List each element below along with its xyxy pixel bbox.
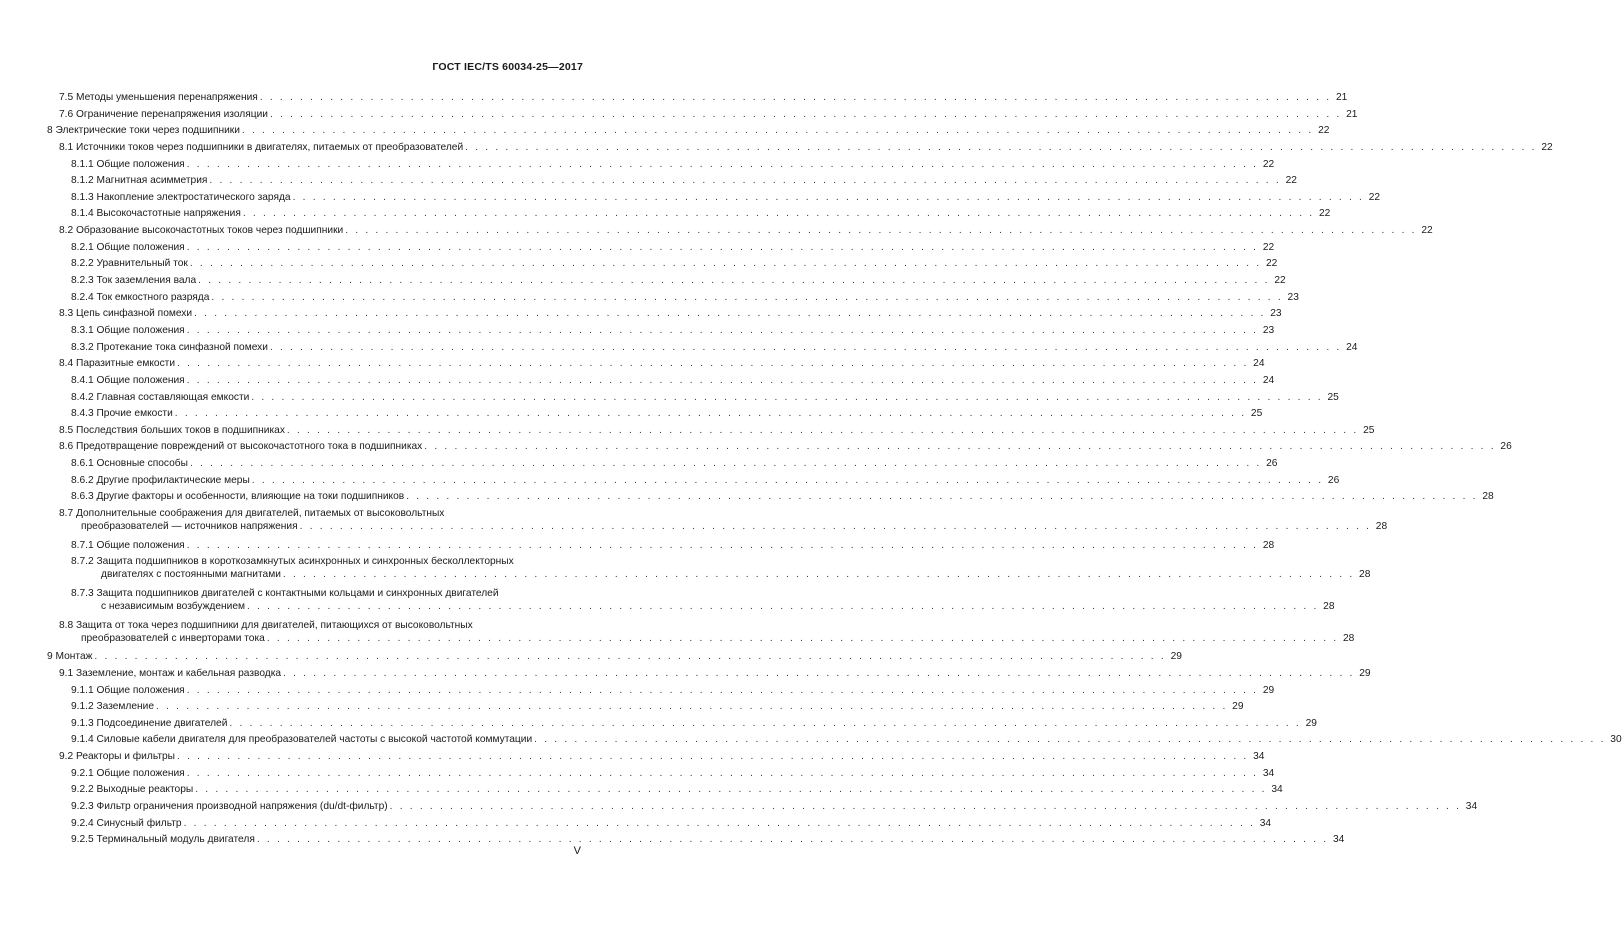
toc-entry-title: 8.8 Защита от тока через подшипники для двигателей, питающихся от высоковольтных bbox=[59, 619, 473, 631]
toc-entry[interactable] bbox=[47, 587, 1335, 615]
toc-entry-title: 9.2.5 Терминальный модуль двигателя bbox=[71, 834, 255, 846]
dot-leader: . . . . . . . . . . . . . . . . . . . . . . . . . . . . . . . . . . . . . . . . . . . . . . . . . . . . . . . . . . . . . . . . . . . . . . . . . . . . . . . . . . . . . . . . . . . . . . . . . . . . . . . . . . . bbox=[186, 324, 1259, 336]
toc-entry-title: 8.7.1 Общие положения bbox=[71, 539, 185, 551]
toc-page-number: 28 bbox=[1262, 539, 1275, 551]
toc-entry-title: 8.2.3 Ток заземления вала bbox=[71, 275, 197, 287]
toc-entry-title: 8.2.1 Общие положения bbox=[71, 241, 185, 253]
toc-page-number: 25 bbox=[1363, 424, 1375, 436]
toc-entry[interactable] bbox=[47, 490, 1494, 503]
toc-entry-title: 8.1.1 Общие положения bbox=[71, 158, 185, 170]
toc-page-number: 29 bbox=[1232, 701, 1244, 713]
dot-leader: . . . . . . . . . . . . . . . . . . . . . . . . . . . . . . . . . . . . . . . . . . . . . . . . . . . . . . . . . . . . . . . . . . . . . . . . . . . . . . . . . . . . . . . . . . . . . . . . . . . . . . . . . . . bbox=[229, 717, 1301, 729]
toc-page-number: 25 bbox=[1250, 408, 1263, 420]
toc-entry-title: 8.6.1 Основные способы bbox=[71, 458, 188, 470]
toc-entry[interactable] bbox=[47, 507, 1388, 535]
dot-leader: . . . . . . . . . . . . . . . . . . . . . . . . . . . . . . . . . . . . . . . . . . . . . . . . . . . . . . . . . . . . . . . . . . . . . . . . . . . . . . . . . . . . . . . . . . . . . . . . . . . . . . . . . . . bbox=[406, 491, 1478, 503]
toc-page-number: 23 bbox=[1262, 324, 1275, 336]
toc-entry[interactable] bbox=[47, 324, 1275, 337]
toc-entry[interactable] bbox=[47, 341, 1358, 354]
toc-page-number: 22 bbox=[1262, 158, 1275, 170]
toc-entry[interactable] bbox=[47, 274, 1286, 287]
toc-entry-title-continuation: двигателях с постоянными магнитами bbox=[101, 569, 281, 581]
dot-leader: . . . . . . . . . . . . . . . . . . . . . . . . . . . . . . . . . . . . . . . . . . . . . . . . . . . . . . . . . . . . . . . . . . . . . . . . . . . . . . . . . . . . . . . . . . . . . . . . . . . . . . . . . . . bbox=[183, 817, 1256, 829]
toc-entry[interactable] bbox=[47, 474, 1340, 487]
toc-entry[interactable] bbox=[47, 207, 1331, 220]
toc-entry-title: 8.2.4 Ток емкостного разряда bbox=[71, 291, 210, 303]
toc-entry-title: 8.1.4 Высокочастотные напряжения bbox=[71, 208, 241, 220]
toc-entry[interactable] bbox=[47, 667, 1371, 680]
toc-page-number: 34 bbox=[1262, 767, 1275, 779]
toc-entry[interactable] bbox=[47, 733, 1622, 746]
toc-entry-title-continuation: преобразователей — источников напряжения bbox=[81, 521, 298, 533]
toc-entry[interactable] bbox=[47, 717, 1317, 730]
toc-entry-title: 8.2 Образование высокочастотных токов через подшипники bbox=[59, 225, 344, 237]
toc-entry-title: 8.1 Источники токов через подшипники в двигателях, питаемых от преобразователей bbox=[59, 141, 464, 153]
dot-leader: . . . . . . . . . . . . . . . . . . . . . . . . . . . . . . . . . . . . . . . . . . . . . . . . . . . . . . . . . . . . . . . . . . . . . . . . . . . . . . . . . . . . . . . . . . . . . . . . . . . . . . . . . . . bbox=[198, 275, 1270, 287]
toc-entry-title: 8 Электрические токи через подшипники bbox=[47, 125, 240, 137]
toc-entry-title: 9.2.3 Фильтр ограничения производной напряжения (du/dt-фильтр) bbox=[71, 800, 388, 812]
dot-leader: . . . . . . . . . . . . . . . . . . . . . . . . . . . . . . . . . . . . . . . . . . . . . . . . . . . . . . . . . . . . . . . . . . . . . . . . . . . . . . . . . . . . . . . . . . . . . . . . . . . . . . . . . . . bbox=[283, 667, 1355, 679]
toc-page-number: 22 bbox=[1421, 225, 1433, 237]
toc-page-number: 28 bbox=[1342, 632, 1355, 644]
toc-page-number: 28 bbox=[1359, 569, 1371, 581]
toc-page-number: 24 bbox=[1346, 341, 1358, 353]
toc-page-number: 21 bbox=[1335, 92, 1348, 103]
dot-leader: . . . . . . . . . . . . . . . . . . . . . . . . . . . . . . . . . . . . . . . . . . . . . . . . . . . . . . . . . . . . . . . . . . . . . . . . . . . . . . . . . . . . . . . . . . . . . . . . . . . . . . . . . . . bbox=[176, 751, 1249, 763]
toc-page-number: 34 bbox=[1259, 817, 1272, 829]
toc-entry[interactable] bbox=[47, 141, 1553, 154]
toc-entry-title: 8.7 Дополнительные соображения для двигателей, питаемых от высоковольтных bbox=[59, 508, 445, 520]
toc-entry[interactable] bbox=[47, 817, 1272, 830]
toc-entry-title: 8.6.3 Другие факторы и особенности, влияющие на токи подшипников bbox=[71, 491, 405, 503]
dot-leader: . . . . . . . . . . . . . . . . . . . . . . . . . . . . . . . . . . . . . . . . . . . . . . . . . . . . . . . . . . . . . . . . . . . . . . . . . . . . . . . . . . . . . . . . . . . . . . . . . . . . . . . . . . . bbox=[211, 291, 1283, 303]
toc-entry[interactable] bbox=[47, 158, 1275, 171]
toc-entry-title: 8.6 Предотвращение повреждений от высокочастотного тока в подшипниках bbox=[59, 441, 423, 453]
toc-entry-title: 7.5 Методы уменьшения перенапряжения bbox=[59, 92, 258, 103]
toc-entry-title: 8.3.1 Общие положения bbox=[71, 324, 185, 336]
dot-leader: . . . . . . . . . . . . . . . . . . . . . . . . . . . . . . . . . . . . . . . . . . . . . . . . . . . . . . . . . . . . . . . . . . . . . . . . . . . . . . . . . . . . . . . . . . . . . . . . . . . . . . . . . . . bbox=[186, 374, 1259, 386]
toc-page-number: 22 bbox=[1274, 275, 1286, 287]
toc-entry[interactable] bbox=[47, 357, 1265, 370]
dot-leader: . . . . . . . . . . . . . . . . . . . . . . . . . . . . . . . . . . . . . . . . . . . . . . . . . . . . . . . . . . . . . . . . . . . . . . . . . . . . . . . . . . . . . . . . . . . . . . . . . . . . . . . . . . . bbox=[256, 834, 1329, 846]
dot-leader: . . . . . . . . . . . . . . . . . . . . . . . . . . . . . . . . . . . . . . . . . . . . . . . . . . . . . . . . . . . . . . . . . . . . . . . . . . . . . . . . . . . . . . . . . . . . . . . . . . . . . . . . . . . bbox=[424, 441, 1496, 453]
toc-entry[interactable] bbox=[47, 700, 1244, 713]
toc-entry-title: 8.4.3 Прочие емкости bbox=[71, 408, 173, 420]
toc-entry[interactable] bbox=[47, 291, 1299, 304]
toc-entry[interactable] bbox=[47, 307, 1282, 320]
toc-entry[interactable] bbox=[47, 424, 1375, 437]
dot-leader: . . . . . . . . . . . . . . . . . . . . . . . . . . . . . . . . . . . . . . . . . . . . . . . . . . . . . . . . . . . . . . . . . . . . . . . . . . . . . . . . . . . . . . . . . . . . . . . . . . . . . . . . . . . bbox=[186, 241, 1259, 253]
dot-leader: . . . . . . . . . . . . . . . . . . . . . . . . . . . . . . . . . . . . . . . . . . . . . . . . . . . . . . . . . . . . . . . . . . . . . . . . . . . . . . . . . . . . . . . . . . . . . . . . . . . . . . . . . . . bbox=[174, 408, 1247, 420]
dot-leader: . . . . . . . . . . . . . . . . . . . . . . . . . . . . . . . . . . . . . . . . . . . . . . . . . . . . . . . . . . . . . . . . . . . . . . . . . . . . . . . . . . . . . . . . . . . . . . . . . . . . . . . . . . . bbox=[186, 767, 1259, 779]
dot-leader: . . . . . . . . . . . . . . . . . . . . . . . . . . . . . . . . . . . . . . . . . . . . . . . . . . . . . . . . . . . . . . . . . . . . . . . . . . . . . . . . . . . . . . . . . . . . . . . . . . . . . . . . . . . bbox=[345, 225, 1417, 237]
toc-entry[interactable] bbox=[47, 391, 1339, 404]
toc-entry[interactable] bbox=[47, 224, 1433, 237]
toc-page-number: 29 bbox=[1359, 667, 1371, 679]
dot-leader: . . . . . . . . . . . . . . . . . . . . . . . . . . . . . . . . . . . . . . . . . . . . . . . . . . . . . . . . . . . . . . . . . . . . . . . . . . . . . . . . . . . . . . . . . . . . . . . . . . . . . . . . . . . bbox=[186, 158, 1259, 170]
toc-entry[interactable] bbox=[47, 191, 1381, 204]
toc-entry[interactable] bbox=[47, 91, 1348, 104]
toc-entry-title: 8.2.2 Уравнительный ток bbox=[71, 258, 188, 270]
dot-leader: . . . . . . . . . . . . . . . . . . . . . . . . . . . . . . . . . . . . . . . . . . . . . . . . . . . . . . . . . . . . . . . . . . . . . . . . . . . . . . . . . . . . . . . . . . . . . . . . . . . . . . . . . . . bbox=[156, 701, 1228, 713]
toc-page-number: 22 bbox=[1368, 191, 1381, 203]
toc-entry[interactable] bbox=[47, 407, 1263, 420]
toc-entry-title: 8.7.2 Защита подшипников в короткозамкнутых асинхронных и синхронных бесколлекторных bbox=[71, 556, 514, 568]
toc-entry[interactable] bbox=[47, 833, 1345, 846]
toc-entry[interactable] bbox=[47, 783, 1283, 796]
toc-page-number: 29 bbox=[1170, 651, 1182, 663]
dot-leader: . . . . . . . . . . . . . . . . . . . . . . . . . . . . . . . . . . . . . . . . . . . . . . . . . . . . . . . . . . . . . . . . . . . . . . . . . . . . . . . . . . . . . . . . . . . . . . . . . . . . . . . . . . . bbox=[465, 141, 1537, 153]
dot-leader: . . . . . . . . . . . . . . . . . . . . . . . . . . . . . . . . . . . . . . . . . . . . . . . . . . . . . . . . . . . . . . . . . . . . . . . . . . . . . . . . . . . . . . . . . . . . . . . . . . . . . . . . . . . bbox=[94, 651, 1166, 663]
toc-entry[interactable] bbox=[47, 440, 1512, 453]
toc-entry[interactable] bbox=[47, 750, 1265, 763]
dot-leader: . . . . . . . . . . . . . . . . . . . . . . . . . . . . . . . . . . . . . . . . . . . . . . . . . . . . . . . . . . . . . . . . . . . . . . . . . . . . . . . . . . . . . . . . . . . . . . . . . . . . . . . . . . . bbox=[194, 308, 1266, 320]
dot-leader: . . . . . . . . . . . . . . . . . . . . . . . . . . . . . . . . . . . . . . . . . . . . . . . . . . . . . . . . . . . . . . . . . . . . . . . . . . . . . . . . . . . . . . . . . . . . . . . . . . . . . . . . . . . bbox=[209, 175, 1281, 187]
toc-entry-title-continuation: с независимым возбуждением bbox=[101, 600, 246, 612]
toc-entry-title: 8.5 Последствия больших токов в подшипниках bbox=[59, 424, 285, 436]
dot-leader: . . . . . . . . . . . . . . . . . . . . . . . . . . . . . . . . . . . . . . . . . . . . . . . . . . . . . . . . . . . . . . . . . . . . . . . . . . . . . . . . . . . . . . . . . . . . . . . . . . . . . . . . . . . bbox=[186, 684, 1259, 696]
toc-page-number: 22 bbox=[1262, 241, 1275, 253]
dot-leader: . . . . . . . . . . . . . . . . . . . . . . . . . . . . . . . . . . . . . . . . . . . . . . . . . . . . . . . . . . . . . . . . . . . . . . . . . . . . . . . . . . . . . . . . . . . . . . . . . . . . . . . . . . . bbox=[241, 125, 1314, 137]
toc-entry[interactable] bbox=[47, 108, 1358, 121]
toc-entry-title: 9 Монтаж bbox=[47, 651, 93, 663]
toc-entry-title: 8.4.1 Общие положения bbox=[71, 374, 185, 386]
toc-page-number: 22 bbox=[1285, 175, 1297, 187]
toc-entry-title: 9.1.3 Подсоединение двигателей bbox=[71, 717, 228, 729]
toc-entry[interactable] bbox=[47, 555, 1371, 583]
toc-page-number: 22 bbox=[1319, 208, 1331, 220]
toc-entry[interactable] bbox=[47, 124, 1330, 137]
toc-entry-title: 8.6.2 Другие профилактические меры bbox=[71, 474, 250, 486]
dot-leader: . . . . . . . . . . . . . . . . . . . . . . . . . . . . . . . . . . . . . . . . . . . . . . . . . . . . . . . . . . . . . . . . . . . . . . . . . . . . . . . . . . . . . . . . . . . . . . . . . . . . . . . . . . . bbox=[269, 108, 1342, 120]
toc-page-number: 22 bbox=[1265, 258, 1278, 270]
toc-entry-title: 9.1.2 Заземление bbox=[71, 701, 155, 713]
toc-page-number: 26 bbox=[1266, 458, 1278, 470]
toc-entry-title: 9.2.2 Выходные реакторы bbox=[71, 784, 194, 796]
toc-entry-title: 8.1.2 Магнитная асимметрия bbox=[71, 175, 208, 187]
table-of-contents bbox=[47, 91, 1622, 850]
toc-page-number: 24 bbox=[1262, 374, 1275, 386]
toc-page-number: 28 bbox=[1482, 491, 1494, 503]
toc-entry-title: 8.3 Цепь синфазной помехи bbox=[59, 308, 193, 320]
dot-leader: . . . . . . . . . . . . . . . . . . . . . . . . . . . . . . . . . . . . . . . . . . . . . . . . . . . . . . . . . . . . . . . . . . . . . . . . . . . . . . . . . . . . . . . . . . . . . . . . . . . . . . . . . . . bbox=[251, 474, 1324, 486]
dot-leader: . . . . . . . . . . . . . . . . . . . . . . . . . . . . . . . . . . . . . . . . . . . . . . . . . . . . . . . . . . . . . . . . . . . . . . . . . . . . . . . . . . . . . . . . . . . . . . . . . . . . . . . . . . . bbox=[195, 784, 1267, 796]
toc-page-number: 29 bbox=[1305, 717, 1317, 729]
toc-entry[interactable] bbox=[47, 684, 1275, 697]
toc-entry-title: 9.2.4 Синусный фильтр bbox=[71, 817, 182, 829]
toc-entry-title: 9.2.1 Общие положения bbox=[71, 767, 185, 779]
toc-entry[interactable] bbox=[47, 174, 1297, 187]
toc-page-number: 34 bbox=[1465, 800, 1478, 812]
toc-entry[interactable] bbox=[47, 241, 1275, 254]
dot-leader: . . . . . . . . . . . . . . . . . . . . . . . . . . . . . . . . . . . . . . . . . . . . . . . . . . . . . . . . . . . . . . . . . . . . . . . . . . . . . . . . . . . . . . . . . . . . . . . . . . . . . . . . . . . bbox=[186, 539, 1259, 551]
toc-page-number: 28 bbox=[1323, 600, 1335, 612]
toc-page-number: 28 bbox=[1375, 521, 1388, 533]
toc-entry-title: 9.2 Реакторы и фильтры bbox=[59, 751, 175, 763]
toc-entry-title: 8.4 Паразитные емкости bbox=[59, 358, 176, 370]
toc-page-number: 26 bbox=[1500, 441, 1512, 453]
page-number-roman: V bbox=[573, 845, 581, 857]
toc-entry[interactable] bbox=[47, 800, 1478, 813]
toc-page-number: 23 bbox=[1287, 291, 1299, 303]
dot-leader: . . . . . . . . . . . . . . . . . . . . . . . . . . . . . . . . . . . . . . . . . . . . . . . . . . . . . . . . . . . . . . . . . . . . . . . . . . . . . . . . . . . . . . . . . . . . . . . . . . . . . . . . . . . bbox=[247, 600, 1319, 612]
toc-entry-title: 9.1 Заземление, монтаж и кабельная разводка bbox=[59, 667, 282, 679]
toc-entry[interactable] bbox=[47, 374, 1275, 387]
toc-entry-title: 7.6 Ограничение перенапряжения изоляции bbox=[59, 108, 268, 120]
dot-leader: . . . . . . . . . . . . . . . . . . . . . . . . . . . . . . . . . . . . . . . . . . . . . . . . . . . . . . . . . . . . . . . . . . . . . . . . . . . . . . . . . . . . . . . . . . . . . . . . . . . . . . . . . . . bbox=[286, 424, 1359, 436]
dot-leader: . . . . . . . . . . . . . . . . . . . . . . . . . . . . . . . . . . . . . . . . . . . . . . . . . . . . . . . . . . . . . . . . . . . . . . . . . . . . . . . . . . . . . . . . . . . . . . . . . . . . . . . . . . . bbox=[177, 358, 1249, 370]
dot-leader: . . . . . . . . . . . . . . . . . . . . . . . . . . . . . . . . . . . . . . . . . . . . . . . . . . . . . . . . . . . . . . . . . . . . . . . . . . . . . . . . . . . . . . . . . . . . . . . . . . . . . . . . . . . bbox=[269, 341, 1342, 353]
toc-entry[interactable] bbox=[47, 457, 1278, 470]
toc-page-number: 29 bbox=[1262, 684, 1275, 696]
toc-entry[interactable] bbox=[47, 257, 1278, 270]
toc-entry[interactable] bbox=[47, 619, 1355, 647]
toc-entry-title: 9.1.4 Силовые кабели двигателя для преобразователей частоты с высокой частотой коммутации bbox=[71, 734, 533, 746]
dot-leader: . . . . . . . . . . . . . . . . . . . . . . . . . . . . . . . . . . . . . . . . . . . . . . . . . . . . . . . . . . . . . . . . . . . . . . . . . . . . . . . . . . . . . . . . . . . . . . . . . . . . . . . . . . . bbox=[299, 521, 1372, 533]
toc-entry[interactable] bbox=[47, 650, 1182, 663]
dot-leader: . . . . . . . . . . . . . . . . . . . . . . . . . . . . . . . . . . . . . . . . . . . . . . . . . . . . . . . . . . . . . . . . . . . . . . . . . . . . . . . . . . . . . . . . . . . . . . . . . . . . . . . . . . . bbox=[251, 391, 1323, 403]
dot-leader: . . . . . . . . . . . . . . . . . . . . . . . . . . . . . . . . . . . . . . . . . . . . . . . . . . . . . . . . . . . . . . . . . . . . . . . . . . . . . . . . . . . . . . . . . . . . . . . . . . . . . . . . . . . bbox=[189, 258, 1262, 270]
dot-leader: . . . . . . . . . . . . . . . . . . . . . . . . . . . . . . . . . . . . . . . . . . . . . . . . . . . . . . . . . . . . . . . . . . . . . . . . . . . . . . . . . . . . . . . . . . . . . . . . . . . . . . . . . . . bbox=[259, 92, 1332, 103]
toc-page-number: 34 bbox=[1332, 834, 1345, 846]
toc-entry-title-continuation: преобразователей с инверторами тока bbox=[81, 632, 265, 644]
toc-page-number: 30 bbox=[1610, 734, 1622, 746]
dot-leader: . . . . . . . . . . . . . . . . . . . . . . . . . . . . . . . . . . . . . . . . . . . . . . . . . . . . . . . . . . . . . . . . . . . . . . . . . . . . . . . . . . . . . . . . . . . . . . . . . . . . . . . . . . . bbox=[389, 800, 1462, 812]
dot-leader: . . . . . . . . . . . . . . . . . . . . . . . . . . . . . . . . . . . . . . . . . . . . . . . . . . . . . . . . . . . . . . . . . . . . . . . . . . . . . . . . . . . . . . . . . . . . . . . . . . . . . . . . . . . bbox=[242, 208, 1315, 220]
toc-entry[interactable] bbox=[47, 539, 1275, 552]
dot-leader: . . . . . . . . . . . . . . . . . . . . . . . . . . . . . . . . . . . . . . . . . . . . . . . . . . . . . . . . . . . . . . . . . . . . . . . . . . . . . . . . . . . . . . . . . . . . . . . . . . . . . . . . . . . bbox=[266, 632, 1339, 644]
toc-page-number: 34 bbox=[1253, 751, 1265, 763]
standard-designation: ГОСТ IEC/TS 60034-25—2017 bbox=[432, 61, 583, 73]
toc-entry-title: 8.7.3 Защита подшипников двигателей с контактными кольцами и синхронных двигателей bbox=[71, 587, 499, 599]
dot-leader: . . . . . . . . . . . . . . . . . . . . . . . . . . . . . . . . . . . . . . . . . . . . . . . . . . . . . . . . . . . . . . . . . . . . . . . . . . . . . . . . . . . . . . . . . . . . . . . . . . . . . . . . . . . bbox=[292, 191, 1365, 203]
dot-leader: . . . . . . . . . . . . . . . . . . . . . . . . . . . . . . . . . . . . . . . . . . . . . . . . . . . . . . . . . . . . . . . . . . . . . . . . . . . . . . . . . . . . . . . . . . . . . . . . . . . . . . . . . . . bbox=[534, 734, 1606, 746]
dot-leader: . . . . . . . . . . . . . . . . . . . . . . . . . . . . . . . . . . . . . . . . . . . . . . . . . . . . . . . . . . . . . . . . . . . . . . . . . . . . . . . . . . . . . . . . . . . . . . . . . . . . . . . . . . . bbox=[282, 569, 1355, 581]
toc-entry-title: 9.1.1 Общие положения bbox=[71, 684, 185, 696]
toc-entry-title: 8.4.2 Главная составляющая емкости bbox=[71, 391, 250, 403]
toc-page-number: 21 bbox=[1346, 108, 1358, 120]
toc-page-number: 24 bbox=[1253, 358, 1265, 370]
toc-entry[interactable] bbox=[47, 767, 1275, 780]
toc-page-number: 23 bbox=[1270, 308, 1282, 320]
dot-leader: . . . . . . . . . . . . . . . . . . . . . . . . . . . . . . . . . . . . . . . . . . . . . . . . . . . . . . . . . . . . . . . . . . . . . . . . . . . . . . . . . . . . . . . . . . . . . . . . . . . . . . . . . . . bbox=[189, 458, 1262, 470]
toc-page-number: 22 bbox=[1541, 141, 1553, 153]
toc-entry-title: 8.3.2 Протекание тока синфазной помехи bbox=[71, 341, 268, 353]
toc-page-number: 34 bbox=[1271, 784, 1283, 796]
toc-page-number: 22 bbox=[1318, 125, 1330, 137]
toc-page-number: 25 bbox=[1327, 391, 1339, 403]
toc-page-number: 26 bbox=[1327, 474, 1340, 486]
toc-entry-title: 8.1.3 Накопление электростатического заряда bbox=[71, 191, 291, 203]
